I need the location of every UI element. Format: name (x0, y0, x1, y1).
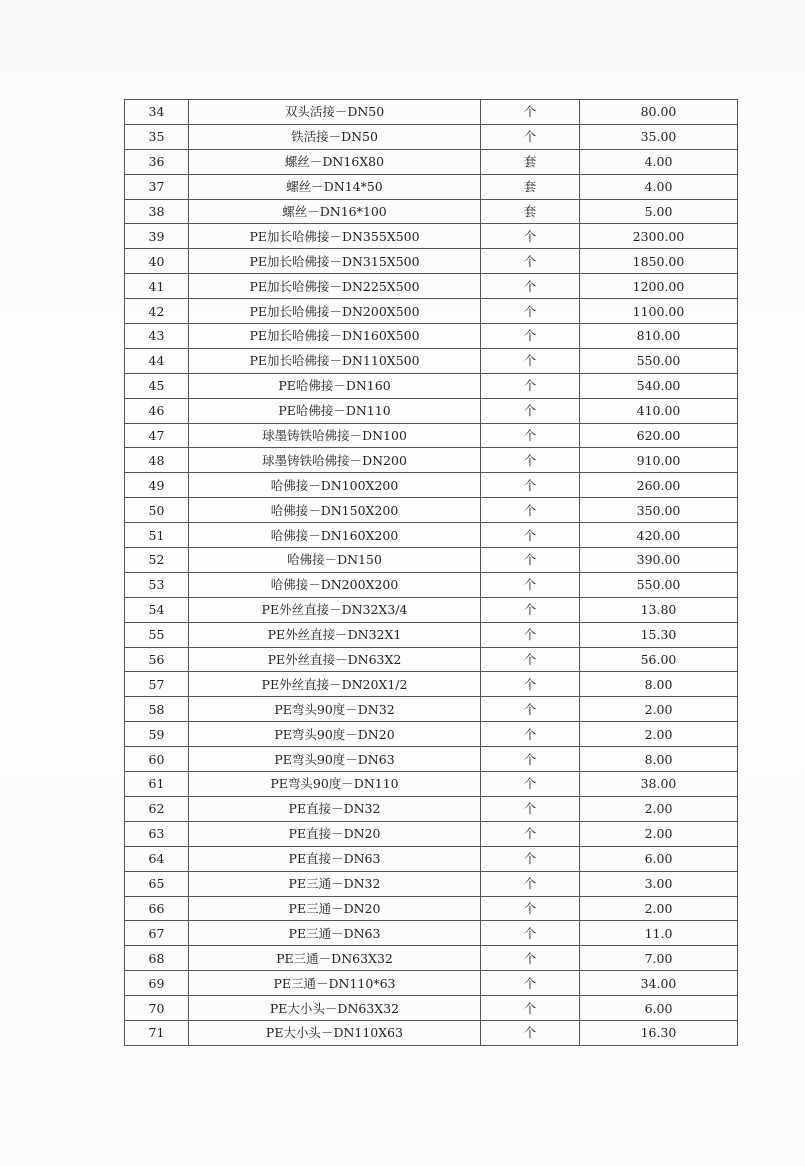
unit-cell: 个 (481, 946, 580, 971)
row-number-cell: 57 (125, 672, 189, 697)
table-row (125, 871, 738, 896)
price-cell: 420.00 (580, 523, 738, 548)
price-cell: 5.00 (580, 199, 738, 224)
table-row (125, 224, 738, 249)
table-row (125, 299, 738, 324)
item-name-cell: PE外丝直接－DN20X1/2 (189, 672, 481, 697)
price-cell: 2300.00 (580, 224, 738, 249)
unit-cell: 个 (481, 324, 580, 349)
item-name-cell: PE弯头90度－DN32 (189, 697, 481, 722)
unit-cell: 个 (481, 747, 580, 772)
table-row (125, 772, 738, 797)
unit-cell: 个 (481, 921, 580, 946)
item-name-cell: PE加长哈佛接－DN110X500 (189, 348, 481, 373)
table-row (125, 1020, 738, 1045)
unit-cell: 个 (481, 473, 580, 498)
table-row (125, 199, 738, 224)
row-number-cell: 69 (125, 971, 189, 996)
item-name-cell: 铁活接－DN50 (189, 124, 481, 149)
row-number-cell: 49 (125, 473, 189, 498)
item-name-cell: 螺丝－DN14*50 (189, 174, 481, 199)
item-name-cell: PE直接－DN63 (189, 846, 481, 871)
item-name-cell: PE大小头－DN110X63 (189, 1020, 481, 1045)
unit-cell: 个 (481, 249, 580, 274)
price-cell: 35.00 (580, 124, 738, 149)
price-cell: 260.00 (580, 473, 738, 498)
table-row (125, 846, 738, 871)
unit-cell: 个 (481, 299, 580, 324)
unit-cell: 个 (481, 348, 580, 373)
price-cell: 350.00 (580, 498, 738, 523)
unit-cell: 个 (481, 971, 580, 996)
row-number-cell: 63 (125, 821, 189, 846)
price-cell: 550.00 (580, 348, 738, 373)
table-row (125, 996, 738, 1021)
price-table (124, 99, 738, 1046)
unit-cell: 个 (481, 996, 580, 1021)
table-row (125, 647, 738, 672)
price-cell: 390.00 (580, 548, 738, 573)
item-name-cell: 哈佛接－DN100X200 (189, 473, 481, 498)
table-row (125, 523, 738, 548)
row-number-cell: 46 (125, 398, 189, 423)
price-cell: 910.00 (580, 448, 738, 473)
price-cell: 1100.00 (580, 299, 738, 324)
row-number-cell: 45 (125, 373, 189, 398)
row-number-cell: 34 (125, 100, 189, 125)
unit-cell: 个 (481, 672, 580, 697)
table-row (125, 821, 738, 846)
unit-cell: 个 (481, 448, 580, 473)
item-name-cell: PE外丝直接－DN32X1 (189, 622, 481, 647)
price-cell: 11.0 (580, 921, 738, 946)
table-row (125, 672, 738, 697)
row-number-cell: 35 (125, 124, 189, 149)
unit-cell: 个 (481, 796, 580, 821)
price-cell: 34.00 (580, 971, 738, 996)
unit-cell: 个 (481, 697, 580, 722)
item-name-cell: PE三通－DN20 (189, 896, 481, 921)
price-cell: 2.00 (580, 722, 738, 747)
row-number-cell: 48 (125, 448, 189, 473)
row-number-cell: 60 (125, 747, 189, 772)
unit-cell: 个 (481, 846, 580, 871)
table-row (125, 597, 738, 622)
price-cell: 6.00 (580, 996, 738, 1021)
row-number-cell: 39 (125, 224, 189, 249)
item-name-cell: PE加长哈佛接－DN315X500 (189, 249, 481, 274)
price-cell: 3.00 (580, 871, 738, 896)
table-row (125, 697, 738, 722)
row-number-cell: 41 (125, 274, 189, 299)
price-cell: 4.00 (580, 174, 738, 199)
item-name-cell: 螺丝－DN16*100 (189, 199, 481, 224)
price-cell: 1200.00 (580, 274, 738, 299)
price-cell: 16.30 (580, 1020, 738, 1045)
item-name-cell: PE弯头90度－DN63 (189, 747, 481, 772)
row-number-cell: 61 (125, 772, 189, 797)
table-row (125, 473, 738, 498)
unit-cell: 个 (481, 597, 580, 622)
unit-cell: 个 (481, 100, 580, 125)
price-cell: 8.00 (580, 747, 738, 772)
price-cell: 550.00 (580, 572, 738, 597)
item-name-cell: PE三通－DN110*63 (189, 971, 481, 996)
unit-cell: 个 (481, 548, 580, 573)
price-cell: 540.00 (580, 373, 738, 398)
unit-cell: 个 (481, 821, 580, 846)
unit-cell: 个 (481, 498, 580, 523)
item-name-cell: 哈佛接－DN150 (189, 548, 481, 573)
table-row (125, 548, 738, 573)
row-number-cell: 68 (125, 946, 189, 971)
row-number-cell: 51 (125, 523, 189, 548)
unit-cell: 个 (481, 871, 580, 896)
price-cell: 56.00 (580, 647, 738, 672)
table-row (125, 921, 738, 946)
table-row (125, 274, 738, 299)
price-cell: 410.00 (580, 398, 738, 423)
item-name-cell: 哈佛接－DN200X200 (189, 572, 481, 597)
item-name-cell: 球墨铸铁哈佛接－DN200 (189, 448, 481, 473)
row-number-cell: 70 (125, 996, 189, 1021)
unit-cell: 个 (481, 572, 580, 597)
table-row (125, 896, 738, 921)
table-row (125, 174, 738, 199)
row-number-cell: 62 (125, 796, 189, 821)
item-name-cell: PE弯头90度－DN20 (189, 722, 481, 747)
unit-cell: 个 (481, 373, 580, 398)
price-cell: 810.00 (580, 324, 738, 349)
unit-cell: 个 (481, 896, 580, 921)
item-name-cell: PE加长哈佛接－DN160X500 (189, 324, 481, 349)
item-name-cell: PE大小头－DN63X32 (189, 996, 481, 1021)
price-cell: 2.00 (580, 896, 738, 921)
table-row (125, 423, 738, 448)
row-number-cell: 66 (125, 896, 189, 921)
row-number-cell: 43 (125, 324, 189, 349)
row-number-cell: 47 (125, 423, 189, 448)
unit-cell: 套 (481, 149, 580, 174)
item-name-cell: 螺丝－DN16X80 (189, 149, 481, 174)
row-number-cell: 64 (125, 846, 189, 871)
price-cell: 4.00 (580, 149, 738, 174)
unit-cell: 个 (481, 647, 580, 672)
table-row (125, 722, 738, 747)
item-name-cell: PE直接－DN20 (189, 821, 481, 846)
item-name-cell: PE加长哈佛接－DN200X500 (189, 299, 481, 324)
row-number-cell: 40 (125, 249, 189, 274)
price-cell: 7.00 (580, 946, 738, 971)
row-number-cell: 56 (125, 647, 189, 672)
row-number-cell: 50 (125, 498, 189, 523)
table-row (125, 324, 738, 349)
price-cell: 620.00 (580, 423, 738, 448)
table-row (125, 946, 738, 971)
item-name-cell: 球墨铸铁哈佛接－DN100 (189, 423, 481, 448)
table-row (125, 249, 738, 274)
row-number-cell: 44 (125, 348, 189, 373)
row-number-cell: 67 (125, 921, 189, 946)
unit-cell: 个 (481, 224, 580, 249)
table-row (125, 796, 738, 821)
item-name-cell: PE三通－DN63 (189, 921, 481, 946)
table-row (125, 398, 738, 423)
table-row (125, 498, 738, 523)
row-number-cell: 55 (125, 622, 189, 647)
row-number-cell: 42 (125, 299, 189, 324)
item-name-cell: PE哈佛接－DN110 (189, 398, 481, 423)
price-cell: 6.00 (580, 846, 738, 871)
row-number-cell: 52 (125, 548, 189, 573)
price-cell: 2.00 (580, 796, 738, 821)
unit-cell: 个 (481, 772, 580, 797)
table-body (125, 100, 738, 1046)
row-number-cell: 53 (125, 572, 189, 597)
row-number-cell: 36 (125, 149, 189, 174)
item-name-cell: PE三通－DN32 (189, 871, 481, 896)
row-number-cell: 37 (125, 174, 189, 199)
item-name-cell: 哈佛接－DN150X200 (189, 498, 481, 523)
unit-cell: 个 (481, 124, 580, 149)
table-row (125, 100, 738, 125)
price-cell: 2.00 (580, 821, 738, 846)
price-cell: 13.80 (580, 597, 738, 622)
table-row (125, 124, 738, 149)
unit-cell: 个 (481, 423, 580, 448)
row-number-cell: 54 (125, 597, 189, 622)
table-row (125, 572, 738, 597)
item-name-cell: 哈佛接－DN160X200 (189, 523, 481, 548)
row-number-cell: 58 (125, 697, 189, 722)
row-number-cell: 65 (125, 871, 189, 896)
unit-cell: 个 (481, 274, 580, 299)
unit-cell: 个 (481, 398, 580, 423)
table-row (125, 348, 738, 373)
item-name-cell: PE加长哈佛接－DN225X500 (189, 274, 481, 299)
table-row (125, 448, 738, 473)
item-name-cell: PE外丝直接－DN32X3/4 (189, 597, 481, 622)
unit-cell: 套 (481, 199, 580, 224)
item-name-cell: PE加长哈佛接－DN355X500 (189, 224, 481, 249)
row-number-cell: 38 (125, 199, 189, 224)
unit-cell: 个 (481, 523, 580, 548)
item-name-cell: PE外丝直接－DN63X2 (189, 647, 481, 672)
unit-cell: 个 (481, 722, 580, 747)
price-cell: 2.00 (580, 697, 738, 722)
unit-cell: 个 (481, 1020, 580, 1045)
table-row (125, 622, 738, 647)
table-row (125, 971, 738, 996)
price-cell: 15.30 (580, 622, 738, 647)
item-name-cell: PE哈佛接－DN160 (189, 373, 481, 398)
price-cell: 8.00 (580, 672, 738, 697)
price-cell: 1850.00 (580, 249, 738, 274)
item-name-cell: PE三通－DN63X32 (189, 946, 481, 971)
price-cell: 80.00 (580, 100, 738, 125)
unit-cell: 个 (481, 622, 580, 647)
price-cell: 38.00 (580, 772, 738, 797)
table-row (125, 373, 738, 398)
table-row (125, 747, 738, 772)
item-name-cell: PE弯头90度－DN110 (189, 772, 481, 797)
item-name-cell: 双头活接－DN50 (189, 100, 481, 125)
unit-cell: 套 (481, 174, 580, 199)
row-number-cell: 59 (125, 722, 189, 747)
item-name-cell: PE直接－DN32 (189, 796, 481, 821)
table-row (125, 149, 738, 174)
row-number-cell: 71 (125, 1020, 189, 1045)
